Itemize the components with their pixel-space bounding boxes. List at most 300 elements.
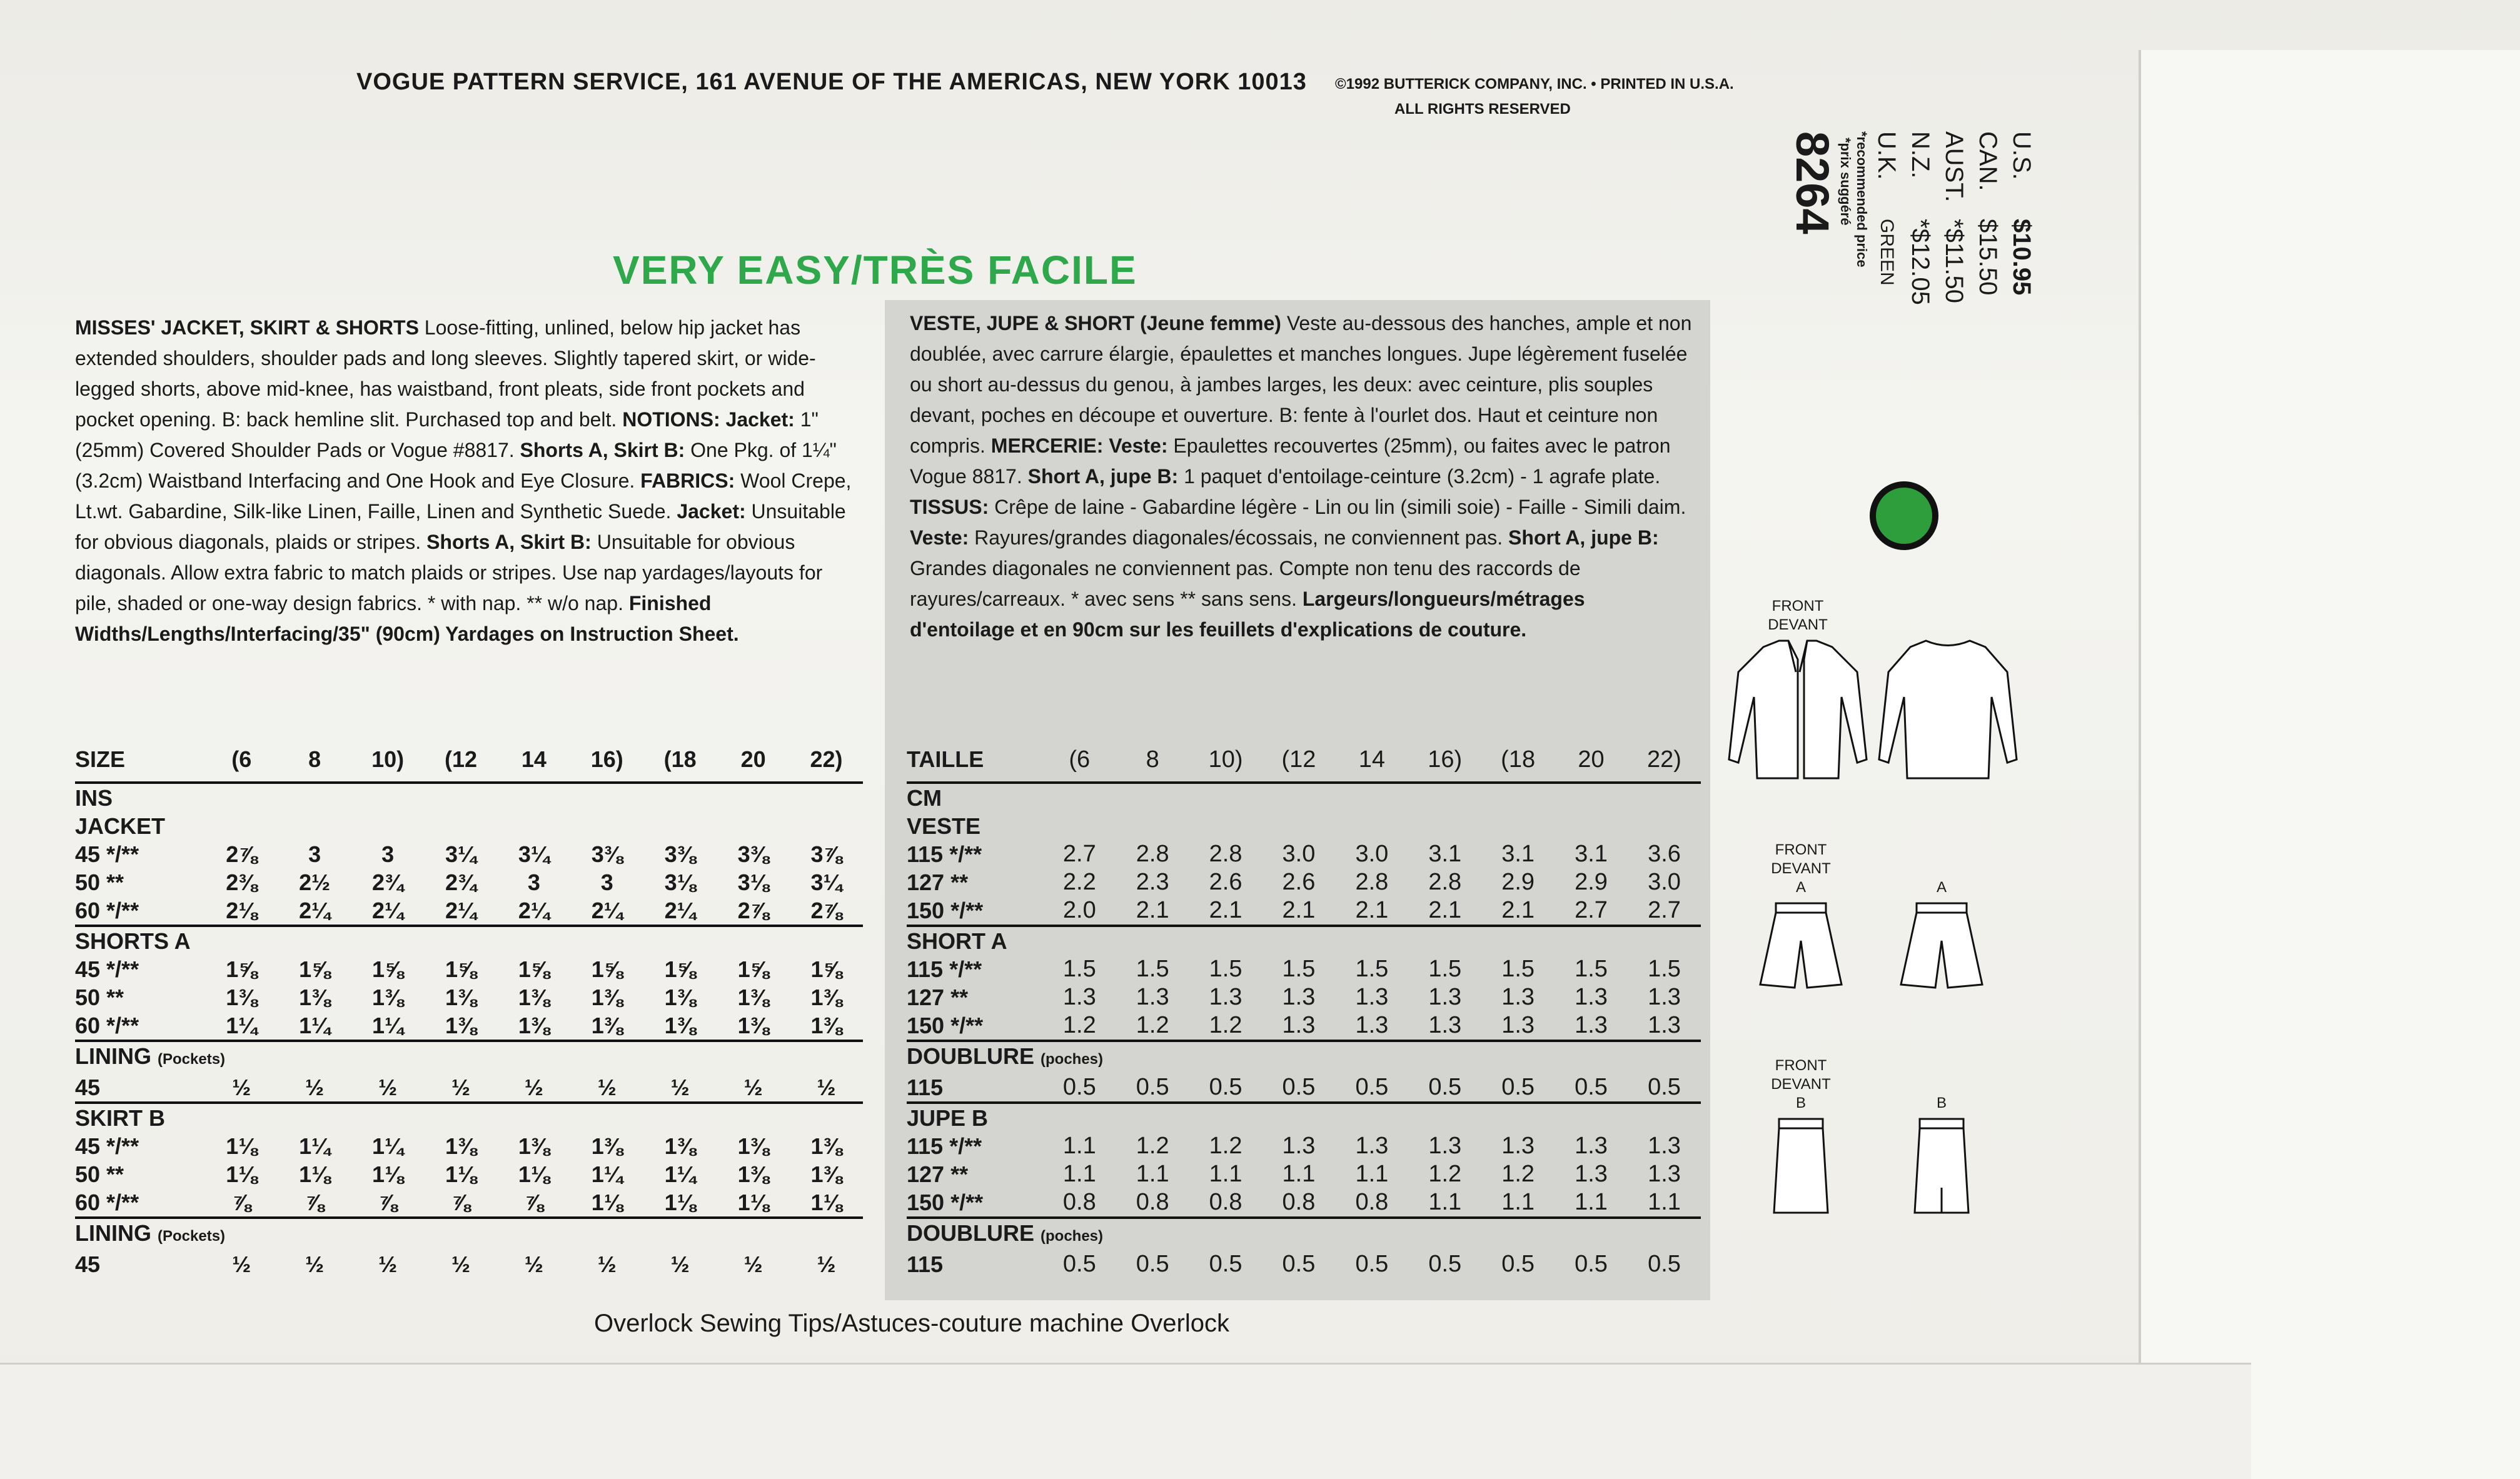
- table-row: [75, 983, 863, 1011]
- size-column-header: 22): [1647, 746, 1681, 773]
- width-label: 45: [75, 1075, 101, 1100]
- yardage-cell: 1⅛: [226, 1133, 258, 1159]
- price-block-rotated: [1787, 131, 2039, 481]
- yardage-cell: 1.3: [1282, 1133, 1316, 1159]
- width-label: 115 */**: [907, 1133, 982, 1159]
- width-label: 115: [907, 1251, 944, 1277]
- table-row: [907, 896, 1701, 926]
- yardage-cell: 1.5: [1282, 956, 1316, 982]
- pattern-number: 8264: [1787, 131, 1838, 234]
- unit-row: [75, 783, 863, 812]
- yardage-cell: 2⅞: [226, 841, 258, 867]
- skirt-b-back-illustration: [1888, 1094, 1995, 1219]
- yardage-cell: 3.0: [1648, 869, 1681, 895]
- desc-heading: Largeurs/longueurs/métrages d'entoilage et en 90cm sur les feuillets d'explications de couture.: [910, 588, 1585, 641]
- yardage-cell: 2¼: [299, 898, 331, 923]
- yardage-cell: 1⅝: [445, 956, 476, 982]
- yardage-cell: 1.2: [1428, 1161, 1462, 1187]
- section-title: SHORT A: [907, 928, 1007, 954]
- shorts-a-back-drawing: [1888, 897, 1995, 997]
- yardage-cell: ⅞: [378, 1190, 398, 1215]
- yardage-cell: 2¼: [372, 898, 404, 923]
- yardage-cell: 2½: [299, 870, 331, 895]
- section-title: SKIRT B: [75, 1105, 165, 1131]
- yardage-cell: 1⅜: [810, 1133, 842, 1159]
- yardage-cell: 1¼: [372, 1013, 404, 1038]
- yardage-cell: 1⅝: [299, 956, 331, 982]
- yardage-cell: 2⅞: [810, 898, 842, 923]
- empty-cell: [1408, 783, 1481, 812]
- table-row: [75, 1011, 863, 1041]
- section-title-row: [907, 926, 1701, 955]
- yardage-cell: 1⅛: [518, 1161, 550, 1187]
- section-title-cell: [907, 1218, 1701, 1250]
- yardage-cell: 1.5: [1501, 956, 1535, 982]
- yardage-cell: 0.5: [1648, 1074, 1681, 1100]
- price-label: N.Z.: [1907, 131, 1934, 179]
- yardage-cell: ½: [743, 1075, 763, 1100]
- yardage-cell: 2.8: [1136, 841, 1169, 867]
- empty-cell: [1555, 783, 1628, 812]
- yardage-cell: 1.3: [1648, 1161, 1681, 1187]
- yardage-cell: 1.5: [1355, 956, 1389, 982]
- section-title-row: [75, 926, 863, 955]
- yardage-cell: 0.5: [1428, 1251, 1462, 1277]
- size-column-header: (18: [1501, 746, 1536, 773]
- front-label: FRONT: [1775, 1057, 1827, 1074]
- yardage-cell: 1⅜: [518, 1133, 550, 1159]
- desc-heading: Shorts A, Skirt B:: [426, 531, 592, 553]
- yardage-cell: ⅞: [524, 1190, 543, 1215]
- section-title-row: [907, 1103, 1701, 1132]
- front-label: FRONT: [1775, 841, 1827, 858]
- width-label: 115: [907, 1075, 944, 1100]
- yardage-cell: 2.9: [1575, 869, 1608, 895]
- section-title-row: [75, 1103, 863, 1132]
- width-label: 45: [75, 1251, 101, 1277]
- yardage-cell: 2.9: [1501, 869, 1535, 895]
- desc-heading: Short A, jupe B:: [1508, 526, 1659, 549]
- section-title-row: [75, 812, 863, 840]
- yardage-cell: 3⅞: [810, 841, 842, 867]
- empty-cell: [1628, 783, 1701, 812]
- yardage-cell: 1.1: [1282, 1161, 1316, 1187]
- desc-heading: Short A, jupe B:: [1027, 465, 1179, 488]
- view-label: A: [1936, 879, 1947, 896]
- yardage-cell: 2¼: [664, 898, 696, 923]
- yardage-cell: ½: [817, 1075, 836, 1100]
- yardage-cell: ½: [743, 1251, 763, 1277]
- view-label: B: [1795, 1095, 1806, 1111]
- yardage-cell: 2⅜: [226, 870, 258, 895]
- yardage-cell: 1⅛: [664, 1190, 696, 1215]
- empty-cell: [643, 783, 717, 812]
- yardage-cell: 1.5: [1209, 956, 1242, 982]
- yardage-cell: 2.8: [1209, 841, 1242, 867]
- yardage-cell: ½: [451, 1251, 470, 1277]
- size-column-header: (12: [444, 746, 477, 772]
- width-label: 45 */**: [75, 841, 139, 867]
- yardage-cell: 0.5: [1282, 1251, 1316, 1277]
- yardage-cell: 1⅜: [737, 1161, 769, 1187]
- yardage-cell: 3.1: [1428, 841, 1462, 867]
- yardage-cell: ½: [597, 1251, 617, 1277]
- yardage-cell: 1⅝: [591, 956, 623, 982]
- size-label: SIZE: [75, 746, 126, 772]
- yardage-cell: 1⅜: [737, 1013, 769, 1038]
- jacket-back-drawing: [1876, 634, 2020, 791]
- table-row: [907, 840, 1701, 868]
- table-row: [75, 1160, 863, 1188]
- yardage-cell: 1.3: [1575, 1133, 1608, 1159]
- desc-text: Rayures/grandes diagonales/écossais, ne conviennent pas.: [969, 526, 1509, 549]
- devant-label: DEVANT: [1771, 1076, 1831, 1093]
- size-label: TAILLE: [907, 746, 984, 772]
- yardage-cell: 1⅛: [299, 1161, 331, 1187]
- yardage-cell: 1.5: [1575, 956, 1608, 982]
- yardage-cell: 3.1: [1575, 841, 1608, 867]
- yardage-cell: 1⅛: [591, 1190, 623, 1215]
- table-header-row: [75, 738, 863, 783]
- price-row-us: [2005, 131, 2039, 481]
- view-label: A: [1795, 879, 1806, 896]
- yardage-cell: 3⅜: [591, 841, 623, 867]
- yardage-cell: 1.3: [1501, 984, 1535, 1010]
- empty-cell: [1481, 783, 1555, 812]
- yardage-cell: 0.5: [1136, 1251, 1169, 1277]
- yardage-cell: 1.2: [1062, 1012, 1096, 1038]
- yardage-cell: 1.3: [1209, 984, 1242, 1010]
- size-column-header: 8: [1146, 746, 1159, 773]
- yardage-cell: ½: [232, 1251, 251, 1277]
- yardage-cell: 2.3: [1136, 869, 1169, 895]
- width-label: 45 */**: [75, 956, 139, 982]
- difficulty-title: VERY EASY/TRÈS FACILE: [613, 248, 1137, 293]
- yardage-cell: 1.1: [1062, 1161, 1096, 1187]
- yardage-cell: 1⅝: [810, 956, 842, 982]
- yardage-cell: 2.2: [1062, 869, 1096, 895]
- yardage-cell: 2.1: [1282, 897, 1316, 923]
- table-row: [75, 896, 863, 926]
- yardage-cell: ½: [524, 1251, 543, 1277]
- yardage-cell: 0.5: [1648, 1251, 1681, 1277]
- yardage-cell: 1⅝: [372, 956, 404, 982]
- yardage-cell: 1⅜: [810, 1161, 842, 1187]
- yardage-cell: 1.3: [1575, 984, 1608, 1010]
- color-code-dot: [1870, 481, 1938, 550]
- yardage-cell: ⅞: [305, 1190, 325, 1215]
- price-row-nz: [1903, 131, 1937, 481]
- empty-cell: [717, 783, 790, 812]
- description-french: [910, 308, 1695, 645]
- yardage-cell: 2.7: [1648, 897, 1681, 923]
- yardage-cell: ½: [378, 1075, 398, 1100]
- yardage-cell: 1⅜: [810, 1013, 842, 1038]
- yardage-cell: 1.1: [1501, 1189, 1535, 1215]
- yardage-cell: 1⅜: [518, 985, 550, 1010]
- yardage-cell: 2.8: [1355, 869, 1389, 895]
- yardage-cell: 3.0: [1282, 841, 1316, 867]
- recommended-price-note: *recommended price: [1854, 131, 1870, 268]
- width-label: 127 **: [907, 1161, 969, 1187]
- yardage-cell: 1⅜: [591, 985, 623, 1010]
- yardage-cell: 1.3: [1282, 984, 1316, 1010]
- yardage-cell: ½: [451, 1075, 470, 1100]
- desc-text: 1" (25mm) Covered Shoulder Pads or Vogue #8817.: [75, 408, 819, 461]
- section-title-row: [907, 1041, 1701, 1073]
- empty-cell: [1335, 783, 1408, 812]
- yardage-cell: 2.0: [1062, 897, 1096, 923]
- yardage-cell: 0.5: [1428, 1074, 1462, 1100]
- section-title-cell: [907, 812, 1701, 840]
- size-column-header: (12: [1281, 746, 1316, 773]
- description-english: [75, 313, 863, 649]
- yardage-cell: 0.5: [1209, 1251, 1242, 1277]
- price-row-uk: [1870, 131, 1903, 481]
- table-header-row: [907, 738, 1701, 783]
- empty-cell: [351, 783, 425, 812]
- yardage-cell: 0.5: [1575, 1074, 1608, 1100]
- yardage-cell: 1⅜: [737, 985, 769, 1010]
- empty-cell: [1116, 783, 1189, 812]
- desc-heading: Finished Widths/Lengths/Interfacing/35" (90cm) Yardages on Instruction Sheet.: [75, 592, 739, 645]
- yardage-cell: 1¼: [299, 1133, 331, 1159]
- width-label: 127 **: [907, 870, 969, 895]
- yardage-cell: 1.2: [1136, 1133, 1169, 1159]
- table-row: [75, 1250, 863, 1278]
- prix-suggere-note: *prix suggéré: [1838, 138, 1853, 226]
- yardage-cell: 1.5: [1136, 956, 1169, 982]
- yardage-cell: 1.3: [1648, 984, 1681, 1010]
- yardage-cell: 1.1: [1648, 1189, 1681, 1215]
- desc-text: Unsuitable for obvious diagonals, plaids or stripes.: [75, 500, 846, 553]
- envelope-flap: [2139, 50, 2520, 1479]
- yardage-cell: 1.5: [1428, 956, 1462, 982]
- unit-row: [907, 783, 1701, 812]
- yardage-cell: 2.7: [1575, 897, 1608, 923]
- yardage-cell: 2⅞: [737, 898, 769, 923]
- empty-cell: [205, 783, 278, 812]
- yardage-cell: 1⅜: [372, 985, 404, 1010]
- yardage-cell: ½: [670, 1075, 690, 1100]
- desc-text: 1 paquet d'entoilage-ceinture (3.2cm) - 1 agrafe plate.: [1178, 465, 1661, 488]
- section-title-cell: [907, 1103, 1701, 1132]
- yardage-cell: 1.3: [1501, 1012, 1535, 1038]
- yardage-cell: 1⅛: [737, 1190, 769, 1215]
- width-label: 115 */**: [907, 956, 982, 982]
- yardage-cell: 1⅜: [445, 1013, 476, 1038]
- yardage-cell: 0.8: [1062, 1189, 1096, 1215]
- size-column-header: 16): [590, 746, 623, 772]
- skirt-b-back-drawing: [1888, 1113, 1995, 1219]
- yardage-cell: ½: [524, 1075, 543, 1100]
- yardage-cell: 1.3: [1501, 1133, 1535, 1159]
- jacket-front-drawing: [1726, 634, 1870, 791]
- empty-cell: [790, 783, 863, 812]
- yardage-cell: 0.8: [1355, 1189, 1389, 1215]
- table-row: [907, 1160, 1701, 1188]
- yardage-cell: 1.3: [1062, 984, 1096, 1010]
- yardage-cell: 3⅛: [664, 870, 696, 895]
- section-title-cell: [75, 1041, 863, 1073]
- price-value: $10.95: [2008, 219, 2035, 296]
- empty-cell: [570, 783, 643, 812]
- yardage-cell: 2⅛: [226, 898, 258, 923]
- yardage-cell: 2¼: [518, 898, 550, 923]
- yardage-cell: 1⅜: [664, 985, 696, 1010]
- yardage-cell: 0.5: [1062, 1074, 1096, 1100]
- yardage-cell: 1.1: [1062, 1133, 1096, 1159]
- section-title: DOUBLURE: [907, 1220, 1034, 1246]
- yardage-cell: 1.5: [1648, 956, 1681, 982]
- price-label: U.K.: [1873, 131, 1900, 180]
- view-label: B: [1936, 1095, 1947, 1111]
- yardage-cell: 1.3: [1648, 1133, 1681, 1159]
- yardage-cell: 1⅛: [445, 1161, 476, 1187]
- table-row: [75, 840, 863, 868]
- desc-text: Loose-fitting, unlined, below hip jacket has extended shoulders, shoulder pads and long sleeves. Slightly tapered skirt, or wide-legged shorts, above mid-knee, has waistband, front pleats, side front pockets and pocket opening. B: back hemline slit. Purchased top and belt.: [75, 316, 816, 431]
- table-row: [907, 1011, 1701, 1041]
- yardage-cell: 1.3: [1575, 1161, 1608, 1187]
- size-column-header: (6: [231, 746, 252, 772]
- section-title: JUPE B: [907, 1105, 989, 1131]
- yardage-table-french: [907, 738, 1701, 1278]
- envelope-bottom-fold: [0, 1363, 2251, 1479]
- table-row: [907, 1132, 1701, 1160]
- yardage-cell: 3: [308, 841, 321, 867]
- size-column-header: 22): [810, 746, 843, 772]
- overlock-tips: Overlock Sewing Tips/Astuces-couture machine Overlock: [594, 1310, 1229, 1337]
- section-title: SHORTS A: [75, 928, 191, 954]
- shorts-a-front-drawing: [1748, 897, 1854, 997]
- shorts-a-front-illustration: [1748, 841, 1854, 997]
- price-value: *$11.50: [1940, 219, 1968, 303]
- section-title-note: (poches): [1041, 1228, 1104, 1245]
- section-title-cell: [907, 926, 1701, 955]
- yardage-cell: 0.5: [1355, 1074, 1389, 1100]
- section-title: DOUBLURE: [907, 1043, 1034, 1069]
- section-title-note: (poches): [1041, 1051, 1104, 1068]
- table-row: [75, 1188, 863, 1218]
- yardage-cell: 1¼: [299, 1013, 331, 1038]
- desc-heading: Veste:: [910, 526, 969, 549]
- price-label: CAN.: [1974, 131, 2002, 191]
- size-column-header: 20: [740, 746, 766, 772]
- yardage-cell: 1.2: [1209, 1133, 1242, 1159]
- yardage-cell: 3.1: [1501, 841, 1535, 867]
- yardage-cell: 1¼: [664, 1161, 696, 1187]
- skirt-b-front-drawing: [1748, 1113, 1854, 1219]
- width-label: 60 */**: [75, 1013, 139, 1038]
- yardage-cell: 1⅝: [226, 956, 258, 982]
- yardage-cell: 3: [527, 870, 540, 895]
- section-title-row: [907, 812, 1701, 840]
- yardage-cell: 3: [600, 870, 613, 895]
- price-label: U.S.: [2008, 131, 2035, 180]
- table-row: [75, 1073, 863, 1103]
- yardage-cell: 0.5: [1575, 1251, 1608, 1277]
- yardage-cell: 1¼: [226, 1013, 258, 1038]
- section-title-note: (Pockets): [158, 1228, 226, 1245]
- yardage-cell: 3.0: [1355, 841, 1389, 867]
- width-label: 50 **: [75, 870, 124, 895]
- width-label: 50 **: [75, 1161, 124, 1187]
- yardage-cell: 1¼: [591, 1161, 623, 1187]
- price-block: [1688, 131, 2039, 494]
- width-label: 127 **: [907, 985, 969, 1010]
- section-title-cell: [75, 812, 863, 840]
- price-value: GREEN: [1877, 219, 1897, 286]
- yardage-cell: 0.5: [1136, 1074, 1169, 1100]
- yardage-cell: 1.1: [1136, 1161, 1169, 1187]
- yardage-cell: 3¼: [810, 870, 842, 895]
- section-title-cell: [75, 1218, 863, 1250]
- yardage-cell: 1.1: [1428, 1189, 1462, 1215]
- yardage-cell: 2.6: [1209, 869, 1242, 895]
- yardage-cell: 2.7: [1062, 841, 1096, 867]
- table-row: [907, 1073, 1701, 1103]
- price-value: *$12.05: [1907, 219, 1934, 305]
- yardage-cell: 1.3: [1355, 984, 1389, 1010]
- table-row: [75, 955, 863, 983]
- yardage-cell: 0.8: [1282, 1189, 1316, 1215]
- table-row: [907, 1250, 1701, 1278]
- table-row: [907, 868, 1701, 896]
- desc-heading: MERCERIE: Veste:: [990, 434, 1168, 457]
- yardage-cell: 1⅜: [664, 1133, 696, 1159]
- yardage-cell: 1⅜: [591, 1133, 623, 1159]
- section-title: JACKET: [75, 813, 166, 839]
- yardage-cell: ½: [670, 1251, 690, 1277]
- size-column-header: 14: [521, 746, 547, 772]
- shorts-a-back-illustration: [1888, 878, 1995, 997]
- yardage-cell: 1⅜: [445, 985, 476, 1010]
- section-title-row: [75, 1218, 863, 1250]
- yardage-cell: 1⅜: [445, 1133, 476, 1159]
- price-row-aust: [1937, 131, 1971, 481]
- yardage-cell: 1⅛: [226, 1161, 258, 1187]
- yardage-cell: 1.3: [1355, 1012, 1389, 1038]
- yardage-cell: 2.6: [1282, 869, 1316, 895]
- yardage-cell: 0.8: [1209, 1189, 1242, 1215]
- yardage-cell: 1.1: [1355, 1161, 1389, 1187]
- empty-cell: [278, 783, 351, 812]
- price-value: $15.50: [1974, 219, 2002, 296]
- unit-label: INS: [75, 783, 205, 812]
- width-label: 150 */**: [907, 1190, 984, 1215]
- size-column-header: 10): [1208, 746, 1243, 773]
- section-title-row: [75, 1041, 863, 1073]
- yardage-cell: 3⅛: [737, 870, 769, 895]
- size-column-header: 14: [1358, 746, 1385, 773]
- yardage-cell: 1.2: [1209, 1012, 1242, 1038]
- yardage-cell: 1.2: [1136, 1012, 1169, 1038]
- price-row-can: [1971, 131, 2005, 481]
- yardage-cell: 3⅜: [737, 841, 769, 867]
- yardage-cell: 2¼: [445, 898, 476, 923]
- table-row: [75, 868, 863, 896]
- yardage-cell: 1.3: [1428, 1012, 1462, 1038]
- empty-cell: [497, 783, 570, 812]
- width-label: 60 */**: [75, 1190, 139, 1215]
- yardage-cell: ⅞: [451, 1190, 470, 1215]
- publisher-address: VOGUE PATTERN SERVICE, 161 AVENUE OF THE AMERICAS, NEW YORK 10013: [356, 69, 1307, 95]
- desc-text: Grandes diagonales ne conviennent pas. Compte non tenu des raccords de rayures/carreaux. * avec sens ** sans sens.: [910, 557, 1581, 610]
- yardage-cell: 0.5: [1282, 1074, 1316, 1100]
- yardage-cell: 1.3: [1428, 1133, 1462, 1159]
- yardage-cell: 1.3: [1575, 1012, 1608, 1038]
- copyright-line: ©1992 BUTTERICK COMPANY, INC. • PRINTED IN U.S.A.: [1335, 76, 1734, 93]
